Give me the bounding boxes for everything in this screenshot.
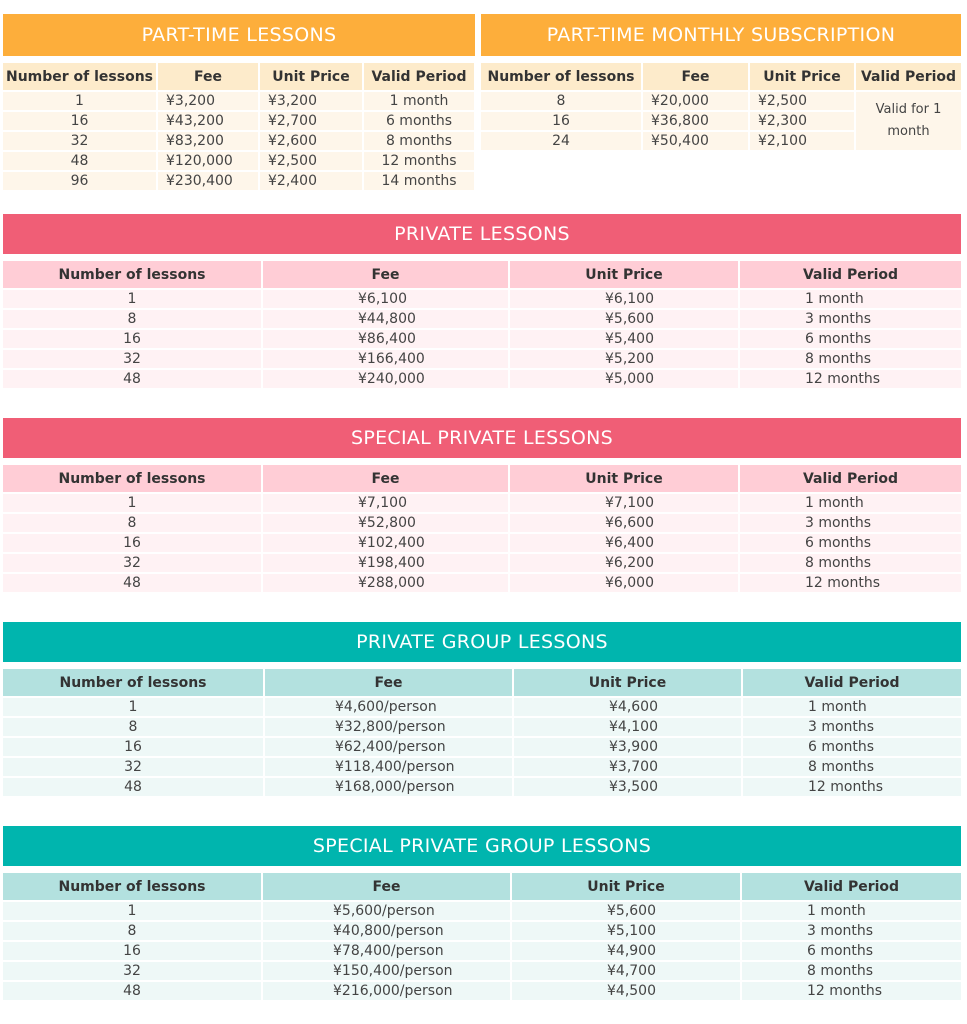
cell-unit-price: ¥3,900 [514, 738, 741, 756]
cell-unit-price: ¥6,400 [510, 534, 738, 552]
cell-lessons: 8 [3, 718, 263, 736]
cell-lessons: 16 [481, 112, 641, 130]
cell-fee: ¥40,800/person [263, 922, 510, 940]
cell-fee: ¥62,400/person [265, 738, 512, 756]
cell-valid-period: 1 month [742, 902, 961, 920]
cell-unit-price: ¥4,900 [512, 942, 740, 960]
cell-fee: ¥7,100 [263, 494, 508, 512]
cell-fee: ¥216,000/person [263, 982, 510, 1000]
cell-unit-price: ¥4,500 [512, 982, 740, 1000]
cell-valid-period: 6 months [364, 112, 474, 130]
cell-lessons: 32 [3, 554, 261, 572]
private-group-lessons-section [3, 622, 961, 796]
column-header-valid-period: Valid Period [742, 873, 961, 900]
special-private-lessons-section [3, 418, 961, 592]
cell-lessons: 1 [3, 698, 263, 716]
section-title: SPECIAL PRIVATE LESSONS [3, 418, 961, 458]
cell-unit-price: ¥3,500 [514, 778, 741, 796]
cell-unit-price: ¥2,400 [260, 172, 362, 190]
cell-lessons: 48 [3, 370, 261, 388]
column-header-valid-period: Valid Period [740, 261, 961, 288]
cell-unit-price: ¥3,200 [260, 92, 362, 110]
cell-valid-period: 1 month [740, 290, 961, 308]
valid-period-merged: Valid for 1 month [856, 92, 961, 150]
private-lessons-section [3, 214, 961, 388]
cell-fee: ¥240,000 [263, 370, 508, 388]
cell-lessons: 16 [3, 534, 261, 552]
cell-unit-price: ¥4,600 [514, 698, 741, 716]
cell-fee: ¥150,400/person [263, 962, 510, 980]
cell-fee: ¥32,800/person [265, 718, 512, 736]
cell-lessons: 1 [3, 494, 261, 512]
cell-fee: ¥6,100 [263, 290, 508, 308]
price-table [481, 63, 961, 150]
column-header-unit-price: Unit Price [750, 63, 854, 90]
cell-lessons: 1 [3, 290, 261, 308]
cell-unit-price: ¥5,100 [512, 922, 740, 940]
cell-lessons: 1 [3, 92, 156, 110]
cell-valid-period: 8 months [742, 962, 961, 980]
cell-unit-price: ¥5,600 [510, 310, 738, 328]
cell-lessons: 16 [3, 738, 263, 756]
cell-unit-price: ¥5,200 [510, 350, 738, 368]
cell-valid-period: 12 months [743, 778, 961, 796]
cell-fee: ¥102,400 [263, 534, 508, 552]
cell-unit-price: ¥4,100 [514, 718, 741, 736]
cell-lessons: 32 [3, 132, 156, 150]
cell-fee: ¥288,000 [263, 574, 508, 592]
cell-fee: ¥118,400/person [265, 758, 512, 776]
cell-unit-price: ¥2,500 [750, 92, 854, 110]
cell-unit-price: ¥7,100 [510, 494, 738, 512]
cell-unit-price: ¥5,000 [510, 370, 738, 388]
cell-valid-period: 12 months [740, 370, 961, 388]
cell-valid-period: 6 months [742, 942, 961, 960]
section-title: PRIVATE GROUP LESSONS [3, 622, 961, 662]
cell-valid-period: 6 months [740, 330, 961, 348]
cell-fee: ¥5,600/person [263, 902, 510, 920]
cell-fee: ¥83,200 [158, 132, 258, 150]
cell-fee: ¥50,400 [643, 132, 748, 150]
cell-unit-price: ¥3,700 [514, 758, 741, 776]
cell-lessons: 8 [3, 514, 261, 532]
cell-valid-period: 1 month [743, 698, 961, 716]
cell-valid-period: 6 months [743, 738, 961, 756]
price-table [3, 63, 475, 190]
cell-unit-price: ¥2,600 [260, 132, 362, 150]
cell-lessons: 8 [3, 922, 261, 940]
cell-unit-price: ¥6,600 [510, 514, 738, 532]
cell-valid-period: 1 month [740, 494, 961, 512]
section-title: PART-TIME MONTHLY SUBSCRIPTION [481, 14, 961, 56]
cell-fee: ¥120,000 [158, 152, 258, 170]
cell-fee: ¥36,800 [643, 112, 748, 130]
cell-fee: ¥230,400 [158, 172, 258, 190]
cell-valid-period: 6 months [740, 534, 961, 552]
column-header-lessons: Number of lessons [3, 669, 263, 696]
price-table [3, 669, 961, 796]
cell-unit-price: ¥2,100 [750, 132, 854, 150]
cell-unit-price: ¥6,100 [510, 290, 738, 308]
column-header-fee: Fee [158, 63, 258, 90]
cell-valid-period: 8 months [364, 132, 474, 150]
column-header-lessons: Number of lessons [481, 63, 641, 90]
cell-valid-period: 3 months [740, 310, 961, 328]
column-header-valid-period: Valid Period [740, 465, 961, 492]
column-header-lessons: Number of lessons [3, 63, 156, 90]
cell-fee: ¥3,200 [158, 92, 258, 110]
cell-valid-period: 3 months [742, 922, 961, 940]
column-header-lessons: Number of lessons [3, 873, 261, 900]
cell-valid-period: 8 months [740, 350, 961, 368]
cell-fee: ¥20,000 [643, 92, 748, 110]
section-title: SPECIAL PRIVATE GROUP LESSONS [3, 826, 961, 866]
column-header-valid-period: Valid Period [856, 63, 961, 90]
cell-lessons: 48 [3, 574, 261, 592]
cell-valid-period: 12 months [742, 982, 961, 1000]
cell-valid-period: 3 months [743, 718, 961, 736]
cell-lessons: 32 [3, 350, 261, 368]
cell-lessons: 32 [3, 758, 263, 776]
price-table [3, 261, 961, 388]
cell-lessons: 24 [481, 132, 641, 150]
cell-lessons: 16 [3, 330, 261, 348]
cell-lessons: 8 [3, 310, 261, 328]
price-table [3, 465, 961, 592]
cell-lessons: 8 [481, 92, 641, 110]
cell-lessons: 96 [3, 172, 156, 190]
cell-lessons: 48 [3, 778, 263, 796]
section-title: PART-TIME LESSONS [3, 14, 475, 56]
column-header-fee: Fee [263, 873, 510, 900]
column-header-valid-period: Valid Period [743, 669, 961, 696]
cell-valid-period: 12 months [740, 574, 961, 592]
column-header-valid-period: Valid Period [364, 63, 474, 90]
column-header-unit-price: Unit Price [260, 63, 362, 90]
cell-unit-price: ¥2,500 [260, 152, 362, 170]
cell-valid-period: 8 months [740, 554, 961, 572]
column-header-lessons: Number of lessons [3, 465, 261, 492]
cell-valid-period: 14 months [364, 172, 474, 190]
cell-valid-period: 1 month [364, 92, 474, 110]
cell-fee: ¥166,400 [263, 350, 508, 368]
part-time-subscription-section [481, 14, 961, 150]
cell-fee: ¥198,400 [263, 554, 508, 572]
column-header-fee: Fee [263, 261, 508, 288]
cell-fee: ¥86,400 [263, 330, 508, 348]
cell-valid-period: 3 months [740, 514, 961, 532]
cell-valid-period: 8 months [743, 758, 961, 776]
cell-lessons: 48 [3, 982, 261, 1000]
cell-fee: ¥44,800 [263, 310, 508, 328]
column-header-unit-price: Unit Price [510, 465, 738, 492]
price-table [3, 873, 961, 1000]
column-header-unit-price: Unit Price [512, 873, 740, 900]
cell-lessons: 16 [3, 112, 156, 130]
column-header-unit-price: Unit Price [510, 261, 738, 288]
cell-fee: ¥78,400/person [263, 942, 510, 960]
cell-lessons: 1 [3, 902, 261, 920]
cell-lessons: 48 [3, 152, 156, 170]
cell-fee: ¥52,800 [263, 514, 508, 532]
column-header-lessons: Number of lessons [3, 261, 261, 288]
cell-unit-price: ¥6,200 [510, 554, 738, 572]
column-header-unit-price: Unit Price [514, 669, 741, 696]
special-private-group-lessons-section [3, 826, 961, 1000]
cell-unit-price: ¥5,400 [510, 330, 738, 348]
column-header-fee: Fee [643, 63, 748, 90]
cell-lessons: 16 [3, 942, 261, 960]
column-header-fee: Fee [263, 465, 508, 492]
cell-unit-price: ¥4,700 [512, 962, 740, 980]
cell-unit-price: ¥2,300 [750, 112, 854, 130]
cell-fee: ¥168,000/person [265, 778, 512, 796]
cell-unit-price: ¥2,700 [260, 112, 362, 130]
cell-unit-price: ¥6,000 [510, 574, 738, 592]
cell-fee: ¥43,200 [158, 112, 258, 130]
column-header-fee: Fee [265, 669, 512, 696]
section-title: PRIVATE LESSONS [3, 214, 961, 254]
cell-lessons: 32 [3, 962, 261, 980]
cell-valid-period: 12 months [364, 152, 474, 170]
cell-unit-price: ¥5,600 [512, 902, 740, 920]
cell-fee: ¥4,600/person [265, 698, 512, 716]
part-time-lessons-section [3, 14, 475, 190]
